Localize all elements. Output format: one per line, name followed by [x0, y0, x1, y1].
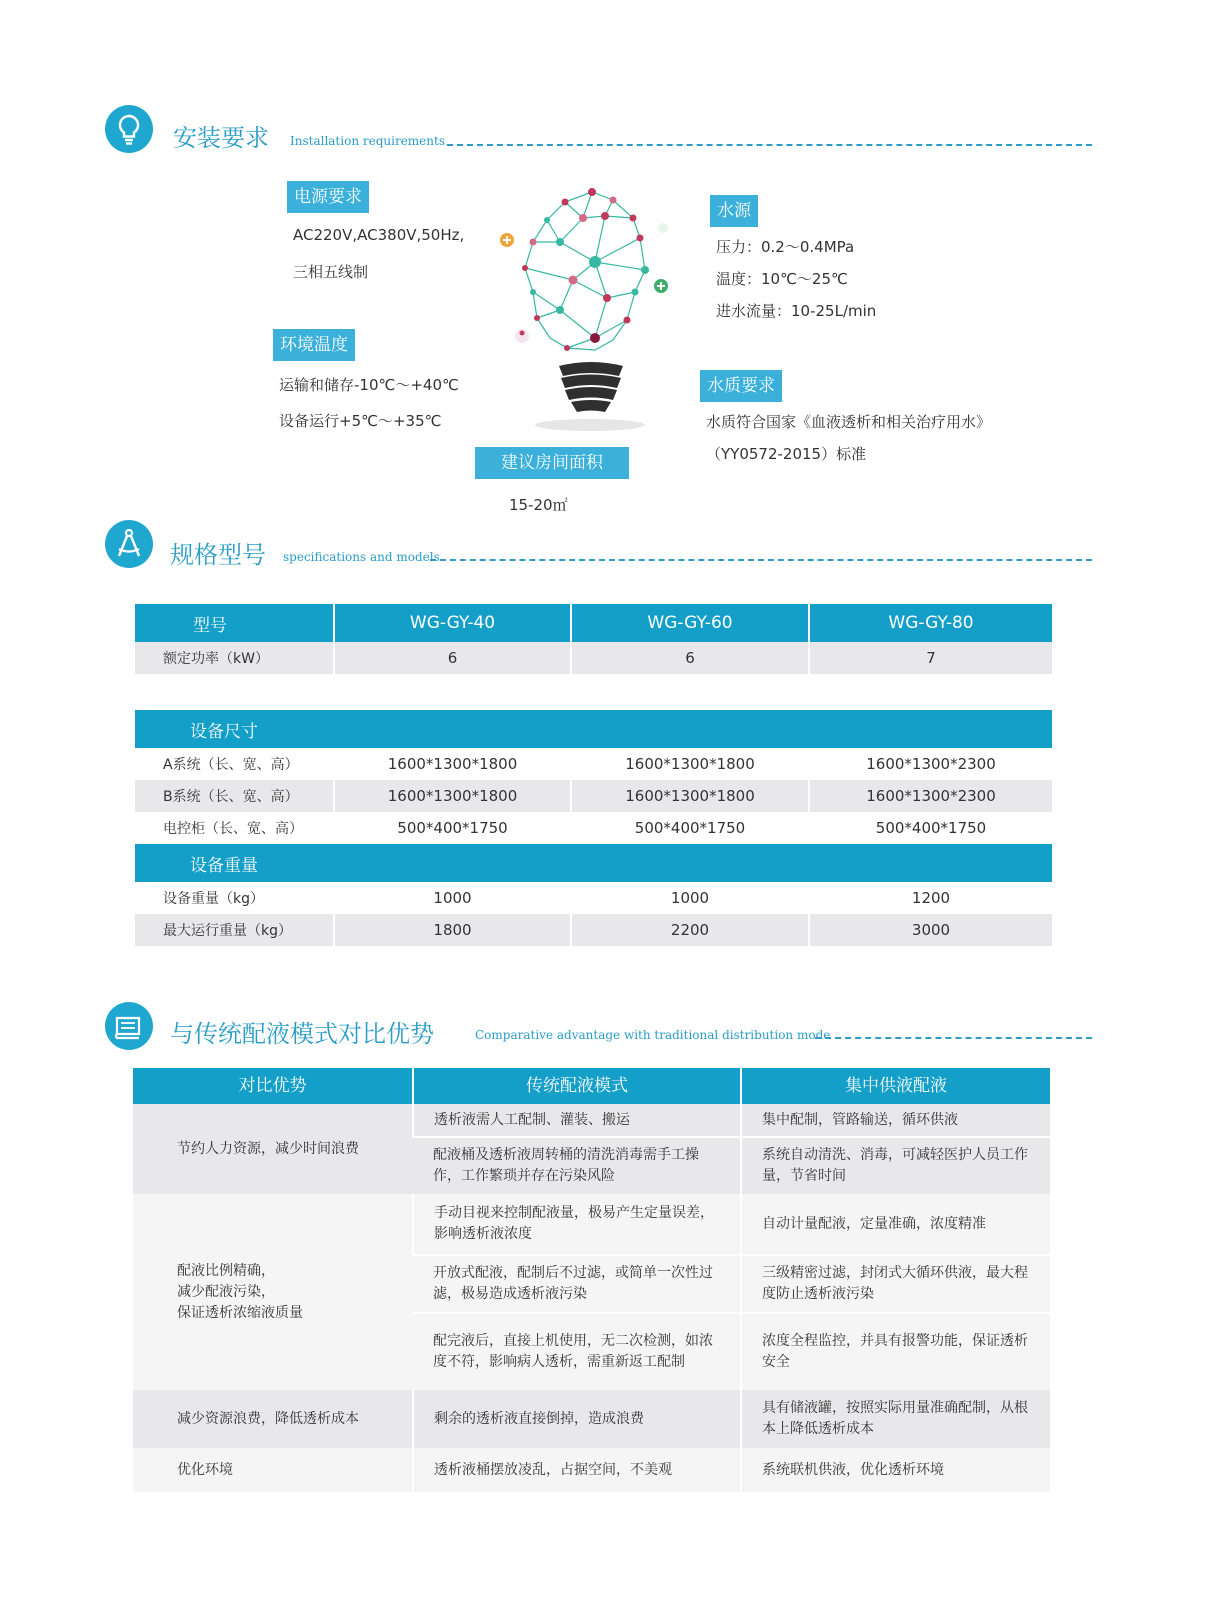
compare-central: 自动计量配液，定量准确，浓度精准	[741, 1194, 1050, 1255]
weight-band-label: 设备重量	[135, 844, 1052, 882]
compare-trad: 配液桶及透析液周转桶的清洗消毒需手工操作，工作繁琐并存在污染风险	[413, 1137, 741, 1194]
network-bulb-illustration	[495, 180, 680, 440]
compare-trad: 手动目视来控制配液量，极易产生定量误差，影响透析液浓度	[413, 1194, 741, 1255]
compare-trad: 剩余的透析液直接倒掉，造成浪费	[413, 1390, 741, 1448]
cell: 1000	[334, 882, 571, 914]
compare-adv: 优化环境	[133, 1448, 413, 1492]
compare-row	[133, 1194, 1050, 1255]
book-icon	[105, 1002, 153, 1050]
room-tag: 建议房间面积	[475, 447, 629, 479]
env-line1: 运输和储存-10℃～+40℃	[279, 376, 459, 394]
compare-trad: 透析液桶摆放凌乱，占据空间，不美观	[413, 1448, 741, 1492]
water-line1: 压力：0.2～0.4MPa	[716, 238, 855, 256]
cell: 500*400*1750	[571, 812, 809, 844]
row-label: 最大运行重量（kg）	[135, 914, 334, 946]
row-label: B系统（长、宽、高）	[135, 780, 334, 812]
compare-central: 集中配制，管路输送，循环供液	[741, 1104, 1050, 1137]
cell: 6	[571, 642, 809, 674]
spec-divider	[430, 559, 1092, 561]
weight-row-max	[135, 914, 1052, 946]
compare-divider	[815, 1037, 1092, 1039]
size-row-b	[135, 780, 1052, 812]
water-line3: 进水流量：10-25L/min	[716, 302, 877, 320]
cell: 1600*1300*1800	[571, 748, 809, 780]
compare-trad: 开放式配液，配制后不过滤，或简单一次性过滤，极易造成透析液污染	[413, 1255, 741, 1313]
power-tag: 电源要求	[287, 181, 369, 213]
lightbulb-icon	[105, 105, 153, 153]
row-label: 电控柜（长、宽、高）	[163, 821, 303, 837]
compare-table	[133, 1068, 1050, 1492]
cell: 7	[809, 642, 1052, 674]
compare-adv-line: 减少配液污染，	[177, 1283, 275, 1300]
install-subtitle: Installation requirements	[290, 134, 445, 148]
install-divider	[447, 144, 1092, 146]
room-value: 15-20㎡	[509, 496, 568, 514]
compare-row	[133, 1390, 1050, 1448]
compare-trad: 配完液后，直接上机使用，无二次检测，如浓度不符，影响病人透析，需重新返工配制	[413, 1313, 741, 1390]
compare-adv: 节约人力资源，减少时间浪费	[133, 1104, 413, 1194]
cell: 1600*1300*1800	[571, 780, 809, 812]
compare-row	[133, 1104, 1050, 1137]
row-label: 额定功率（kW）	[135, 642, 334, 674]
compare-header-adv: 对比优势	[133, 1068, 413, 1104]
row-label: 设备重量（kg）	[163, 891, 264, 907]
row-label: A系统（长、宽、高）	[163, 757, 299, 773]
compare-row	[133, 1448, 1050, 1492]
compare-adv-line: 保证透析浓缩液质量	[177, 1304, 303, 1321]
install-title: 安装要求	[173, 124, 269, 152]
weight-band	[135, 844, 1052, 882]
spec-header-col: WG-GY-80	[809, 604, 1052, 642]
size-band	[135, 710, 1052, 748]
compare-central: 系统联机供液，优化透析环境	[741, 1448, 1050, 1492]
cell: 1600*1300*1800	[334, 780, 571, 812]
compare-title: 与传统配液模式对比优势	[170, 1020, 434, 1048]
spec-title: 规格型号	[170, 541, 266, 569]
size-band-label: 设备尺寸	[135, 710, 1052, 748]
water-tag: 水源	[710, 195, 758, 227]
size-row-a	[135, 748, 1052, 780]
env-tag: 环境温度	[273, 329, 355, 361]
cell: 1600*1300*1800	[334, 748, 571, 780]
cell: 1200	[809, 882, 1052, 914]
compare-central: 具有储液罐，按照实际用量准确配制，从根本上降低透析成本	[741, 1390, 1050, 1448]
cell: 1000	[571, 882, 809, 914]
spec-model-table	[135, 604, 1052, 674]
compare-central: 三级精密过滤，封闭式大循环供液，最大程度防止透析液污染	[741, 1255, 1050, 1313]
spec-header-row	[135, 604, 1052, 642]
cell: 2200	[571, 914, 809, 946]
cell: 1800	[334, 914, 571, 946]
compass-icon	[105, 520, 153, 568]
spec-header-col: WG-GY-40	[334, 604, 571, 642]
spec-header-model: 型号	[135, 604, 334, 642]
power-line1: AC220V,AC380V,50Hz,	[293, 226, 465, 244]
compare-subtitle: Comparative advantage with traditional distribution mode	[475, 1028, 831, 1042]
compare-header-row	[133, 1068, 1050, 1104]
compare-trad: 透析液需人工配制、灌装、搬运	[413, 1104, 741, 1137]
compare-central: 系统自动清洗、消毒，可减轻医护人员工作量，节省时间	[741, 1137, 1050, 1194]
cell: 500*400*1750	[809, 812, 1052, 844]
cell: 6	[334, 642, 571, 674]
power-line2: 三相五线制	[293, 263, 369, 281]
cell: 500*400*1750	[334, 812, 571, 844]
compare-header-central: 集中供液配液	[741, 1068, 1050, 1104]
spec-subtitle: specifications and models	[283, 550, 440, 564]
cell: 1600*1300*2300	[809, 780, 1052, 812]
quality-line2: （YY0572-2015）标准	[706, 445, 867, 463]
weight-row-device	[135, 882, 1052, 914]
quality-line1: 水质符合国家《血液透析和相关治疗用水》	[706, 413, 992, 431]
compare-central: 浓度全程监控，并具有报警功能，保证透析安全	[741, 1313, 1050, 1390]
size-row-cabinet	[135, 812, 1052, 844]
compare-adv: 减少资源浪费，降低透析成本	[133, 1390, 413, 1448]
cell: 3000	[809, 914, 1052, 946]
spec-size-weight-table	[135, 710, 1052, 946]
spec-power-row	[135, 642, 1052, 674]
compare-adv-line: 配液比例精确，	[177, 1262, 275, 1279]
spec-header-col: WG-GY-60	[571, 604, 809, 642]
water-line2: 温度：10℃～25℃	[716, 270, 848, 288]
env-line2: 设备运行+5℃～+35℃	[279, 412, 442, 430]
compare-adv-multi	[133, 1194, 413, 1390]
cell: 1600*1300*2300	[809, 748, 1052, 780]
compare-header-trad: 传统配液模式	[413, 1068, 741, 1104]
quality-tag: 水质要求	[700, 370, 782, 402]
